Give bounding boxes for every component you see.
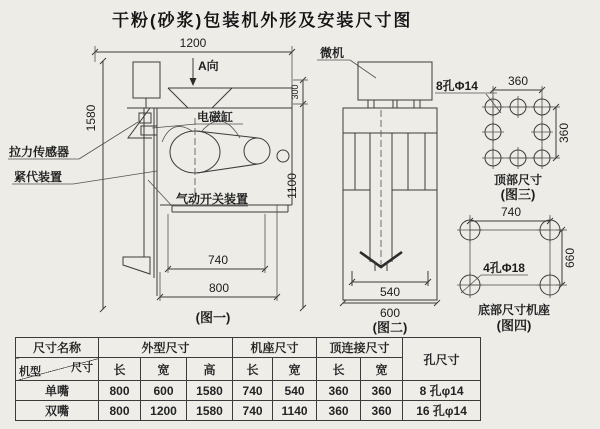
cell-holes: 8 孔φ14 (403, 381, 481, 401)
cell-value: 740 (233, 401, 273, 421)
fig1-label-tension-sensor: 拉力传感器 (9, 145, 70, 159)
page-title: 干粉(砂浆)包装机外形及安装尺寸图 (112, 11, 413, 30)
model-name: 双嘴 (16, 401, 99, 421)
fig3-dim-360-right: 360 (557, 122, 571, 144)
fig1-label-a-view: A向 (198, 59, 219, 73)
figure-4-base-bolt-pattern (457, 205, 577, 333)
fig2-label-microcomputer: 微机 (320, 46, 345, 60)
header-top-length: 长 (317, 358, 361, 381)
fig1-label-pneumatic-switch: 气动开关装置 (176, 192, 249, 206)
table-row-double-nozzle (16, 401, 481, 421)
fig3-caption: (图三) (500, 187, 536, 202)
cell-value: 800 (99, 401, 141, 421)
cell-value: 360 (317, 381, 361, 401)
model-name: 单嘴 (16, 381, 99, 401)
fig1-dim-1100: 1100 (285, 173, 299, 199)
fig3-caption-title: 顶部尺寸 (493, 173, 543, 187)
header-base-width: 宽 (273, 358, 317, 381)
fig4-label-holes: 4孔Φ18 (483, 261, 525, 275)
header-hole-dims: 孔尺寸 (403, 338, 481, 381)
header-height: 高 (187, 358, 233, 381)
fig1-dim-740: 740 (207, 253, 229, 267)
header-length: 长 (99, 358, 141, 381)
cell-value: 360 (361, 381, 403, 401)
cell-value: 540 (273, 381, 317, 401)
cell-value: 1580 (187, 401, 233, 421)
cell-holes: 16 孔φ14 (403, 401, 481, 421)
cell-value: 740 (233, 381, 273, 401)
header-base-dims: 机座尺寸 (233, 338, 317, 358)
fig1-label-bag-clamp: 紧代装置 (14, 170, 63, 184)
header-dim-name: 尺寸名称 (16, 338, 99, 358)
fig1-dim-300: 300 (290, 84, 300, 100)
header-model-size-diagonal (16, 358, 99, 381)
fig3-label-holes: 8孔Φ14 (436, 79, 478, 93)
header-outline-dims: 外型尺寸 (99, 338, 233, 358)
fig4-caption-title: 底部尺寸机座 (477, 303, 551, 317)
fig2-dim-600: 600 (379, 306, 401, 320)
fig2-dim-540: 540 (379, 285, 401, 299)
cell-value: 800 (99, 381, 141, 401)
fig4-dim-740: 740 (500, 205, 522, 219)
dimension-spec-table (15, 337, 481, 421)
header-width: 宽 (141, 358, 187, 381)
table-row-single-nozzle (16, 381, 481, 401)
cell-value: 1140 (273, 401, 317, 421)
table-header-row-1 (16, 338, 481, 358)
figure-2-side-view (317, 45, 440, 335)
figure-1-front-view (8, 36, 308, 325)
fig3-dim-360-top: 360 (507, 74, 529, 88)
fig4-dim-660: 660 (563, 247, 577, 269)
cell-value: 360 (317, 401, 361, 421)
cell-value: 600 (141, 381, 187, 401)
fig1-caption: (图一) (195, 310, 231, 325)
header-model: 机型 (19, 366, 41, 378)
header-size: 尺寸 (71, 362, 93, 374)
header-top-conn-dims: 顶连接尺寸 (317, 338, 403, 358)
figure-3-top-bolt-pattern (435, 74, 571, 202)
cell-value: 360 (361, 401, 403, 421)
fig1-dim-1580: 1580 (84, 104, 98, 132)
fig1-dim-1200: 1200 (179, 36, 207, 50)
header-base-length: 长 (233, 358, 273, 381)
cell-value: 1580 (187, 381, 233, 401)
cell-value: 1200 (141, 401, 187, 421)
fig1-dim-800: 800 (208, 281, 230, 295)
fig2-caption: (图二) (372, 320, 408, 335)
fig4-caption: (图四) (496, 318, 532, 333)
fig1-label-solenoid: 电磁缸 (197, 110, 234, 124)
header-top-width: 宽 (361, 358, 403, 381)
